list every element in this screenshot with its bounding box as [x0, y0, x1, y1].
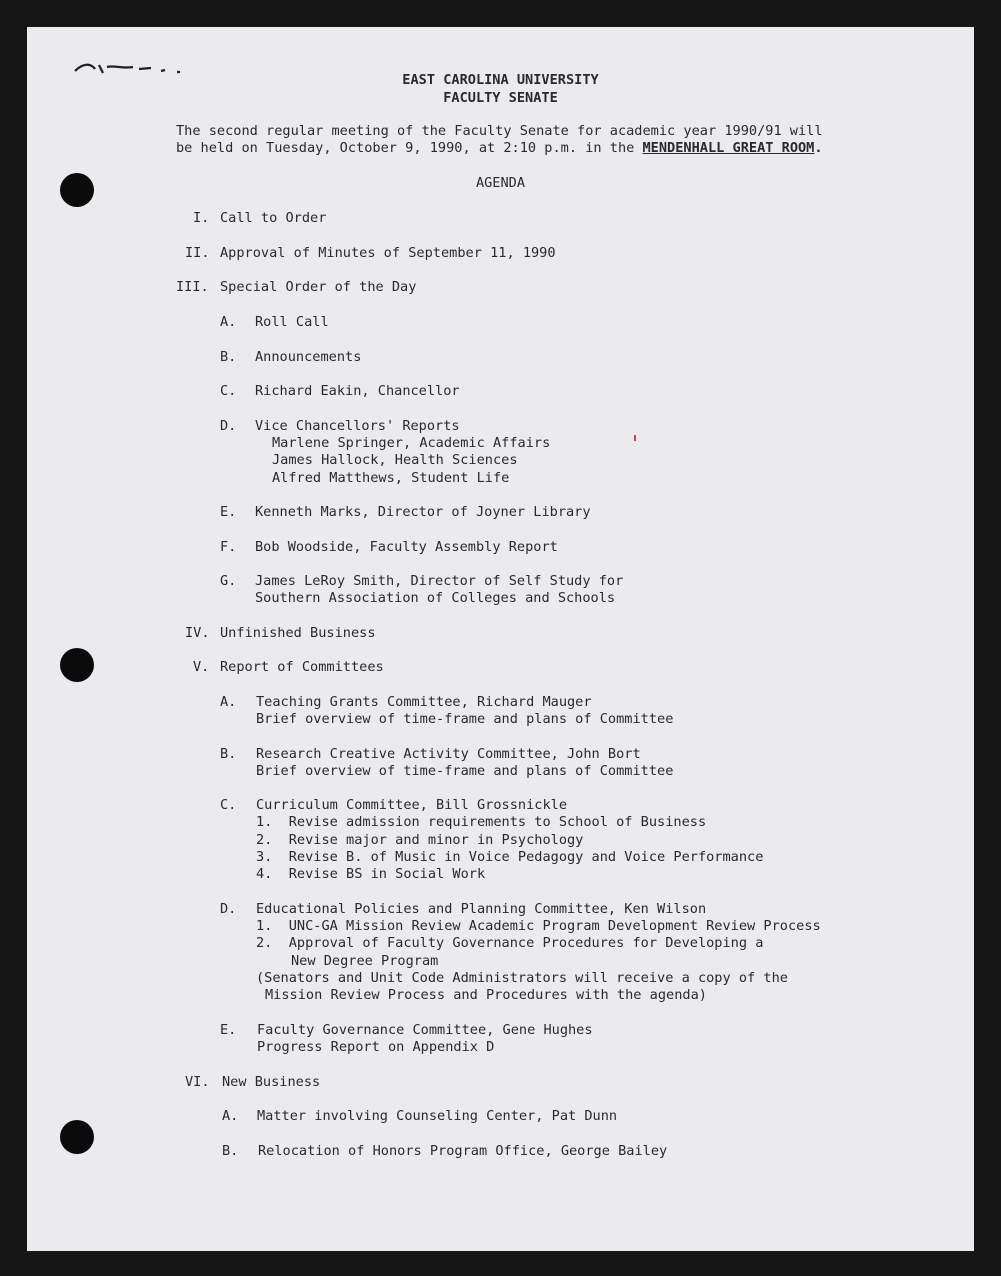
item-i-text: Call to Order	[220, 210, 327, 226]
item-iii-g-text-2: Southern Association of Colleges and Schools	[255, 590, 616, 606]
policies-item-2b: New Degree Program	[291, 953, 439, 969]
item-v-e-text-2: Progress Report on Appendix D	[257, 1039, 495, 1055]
item-vi-b-num: B.	[222, 1143, 239, 1159]
policies-item-2: 2. Approval of Faculty Governance Procedures for Developing a	[256, 935, 764, 951]
item-iii-a-text: Roll Call	[255, 314, 329, 330]
policies-note-1: (Senators and Unit Code Administrators will receive a copy of the	[256, 970, 788, 986]
item-iii-f-num: F.	[220, 539, 237, 555]
item-i-num: I.	[193, 210, 210, 226]
item-v-a-text-2: Brief overview of time-frame and plans of Committee	[256, 711, 674, 727]
item-v-a-text: Teaching Grants Committee, Richard Mauger	[256, 694, 592, 710]
item-v-c-text: Curriculum Committee, Bill Grossnickle	[256, 797, 567, 813]
item-iii-d-num: D.	[220, 418, 237, 434]
item-ii-text: Approval of Minutes of September 11, 1990	[220, 245, 556, 261]
curriculum-item-2: 2. Revise major and minor in Psychology	[256, 832, 584, 848]
item-iii-g-num: G.	[220, 573, 237, 589]
item-iv-text: Unfinished Business	[220, 625, 376, 641]
item-v-b-text: Research Creative Activity Committee, John Bort	[256, 746, 641, 762]
policies-item-1: 1. UNC-GA Mission Review Academic Program Development Review Process	[256, 918, 821, 934]
curriculum-item-1: 1. Revise admission requirements to School of Business	[256, 814, 707, 830]
punch-hole-middle	[60, 648, 94, 682]
punch-hole-bottom	[60, 1120, 94, 1154]
item-v-d-text: Educational Policies and Planning Committee, Ken Wilson	[256, 901, 707, 917]
item-iii-c-num: C.	[220, 383, 237, 399]
university-name: EAST CAROLINA UNIVERSITY	[402, 72, 599, 88]
item-iii-b-text: Announcements	[255, 349, 362, 365]
item-v-text: Report of Committees	[220, 659, 384, 675]
item-vi-b-text: Relocation of Honors Program Office, George Bailey	[258, 1143, 668, 1159]
item-vi-a-text: Matter involving Counseling Center, Pat Dunn	[257, 1108, 618, 1124]
item-iii-e-num: E.	[220, 504, 237, 520]
item-iii-f-text: Bob Woodside, Faculty Assembly Report	[255, 539, 558, 555]
item-v-b-num: B.	[220, 746, 237, 762]
item-vi-text: New Business	[222, 1074, 321, 1090]
item-iii-c-text: Richard Eakin, Chancellor	[255, 383, 460, 399]
item-iii-b-num: B.	[220, 349, 237, 365]
item-iii-g-text: James LeRoy Smith, Director of Self Study for	[255, 573, 624, 589]
vc-report-student: Alfred Matthews, Student Life	[272, 470, 510, 486]
meeting-location: MENDENHALL GREAT ROOM	[642, 140, 815, 156]
curriculum-item-3: 3. Revise B. of Music in Voice Pedagogy and Voice Performance	[256, 849, 764, 865]
item-iii-text: Special Order of the Day	[220, 279, 417, 295]
intro-line-2-text: be held on Tuesday, October 9, 1990, at 2:10 p.m. in the	[176, 140, 643, 156]
item-v-c-num: C.	[220, 797, 237, 813]
senate-title: FACULTY SENATE	[443, 90, 558, 106]
item-v-d-num: D.	[220, 901, 237, 917]
item-ii-num: II.	[185, 245, 210, 261]
item-v-a-num: A.	[220, 694, 237, 710]
item-iii-e-text: Kenneth Marks, Director of Joyner Library	[255, 504, 591, 520]
item-v-e-text: Faculty Governance Committee, Gene Hughes	[257, 1022, 593, 1038]
policies-note-2: Mission Review Process and Procedures with the agenda)	[265, 987, 707, 1003]
curriculum-item-4: 4. Revise BS in Social Work	[256, 866, 486, 882]
intro-line-2	[176, 140, 823, 156]
item-vi-num: VI.	[185, 1074, 210, 1090]
intro-line-1: The second regular meeting of the Faculty Senate for academic year 1990/91 will	[176, 123, 823, 139]
item-v-num: V.	[193, 659, 210, 675]
item-v-e-num: E.	[220, 1022, 237, 1038]
agenda-heading: AGENDA	[475, 175, 526, 191]
item-iv-num: IV.	[185, 625, 210, 641]
vc-report-health: James Hallock, Health Sciences	[272, 452, 518, 468]
vc-report-academic: Marlene Springer, Academic Affairs	[272, 435, 551, 451]
intro-line-2-period: .	[814, 140, 823, 156]
item-iii-d-text: Vice Chancellors' Reports	[255, 418, 460, 434]
item-iii-num: III.	[176, 279, 209, 295]
item-iii-a-num: A.	[220, 314, 237, 330]
item-v-b-text-2: Brief overview of time-frame and plans of Committee	[256, 763, 674, 779]
document-page	[27, 27, 974, 1251]
red-mark	[634, 435, 636, 441]
item-vi-a-num: A.	[222, 1108, 239, 1124]
